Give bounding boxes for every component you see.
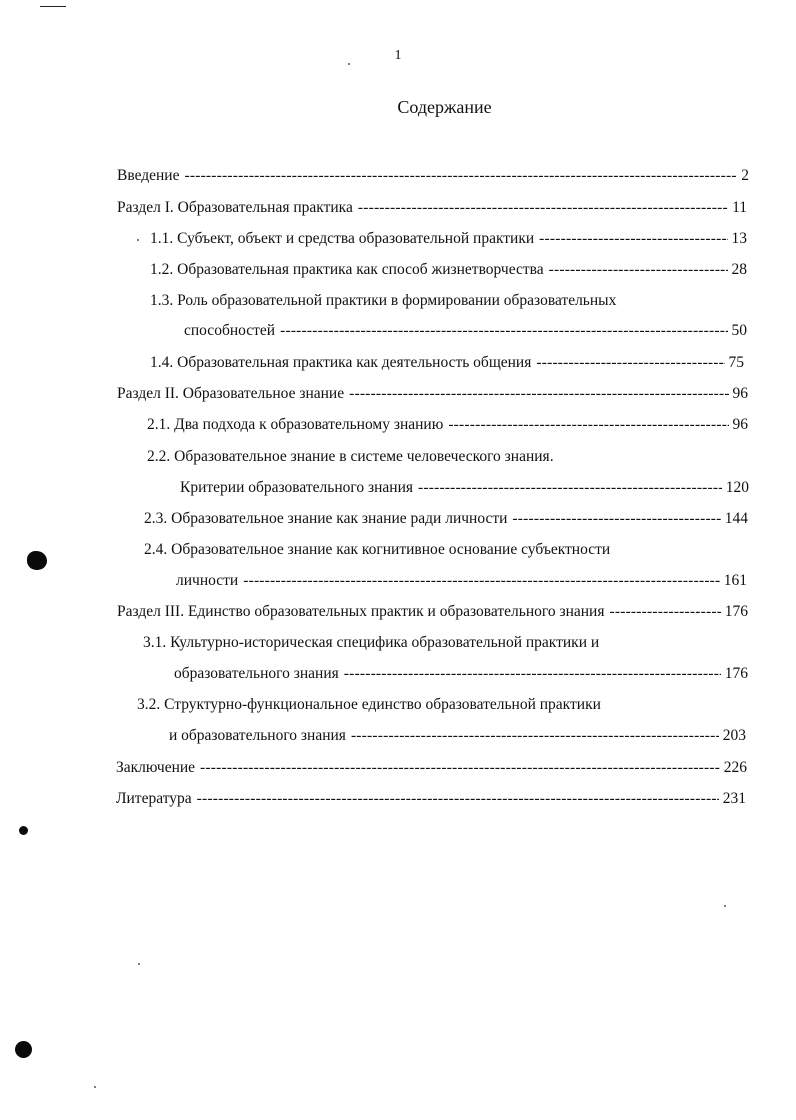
toc-leader [549,259,728,281]
toc-entry[interactable] [144,508,748,530]
toc-entry-page: 144 [724,510,748,527]
toc-entry-page: 13 [731,230,747,247]
toc-entry-page: 2 [741,167,749,184]
toc-entry[interactable] [144,539,748,561]
toc-entry-page: 96 [732,416,748,433]
toc-entry-page: 226 [723,759,747,776]
toc-entry-page: 28 [731,261,747,278]
toc-entry[interactable] [117,383,748,405]
toc-entry-text: 2.2. Образовательное знание в системе человеческого знания. [147,448,554,465]
scan-artifact-line [40,6,66,7]
toc-entry[interactable] [117,165,749,187]
toc-entry[interactable] [137,694,747,716]
toc-entry-text: Заключение [116,759,196,776]
toc-entry[interactable] [117,601,748,623]
toc-entry-page: 75 [728,354,744,371]
toc-entry-text: 2.4. Образовательное знание как когнитивное основание субъектности [144,541,611,558]
toc-entry-text: 2.1. Два подхода к образовательному знанию [147,416,444,433]
scan-artifact-hole [15,1041,32,1058]
toc-entry[interactable] [169,725,746,747]
toc-leader [351,725,719,747]
toc-entry-text: Раздел I. Образовательная практика [117,199,353,216]
scan-speck [94,1086,96,1088]
toc-entry-text: Литература [116,790,192,807]
toc-entry-page: 176 [724,603,748,620]
toc-entry-page: 11 [732,199,747,216]
toc-entry[interactable] [180,477,749,499]
toc-entry-page: 120 [725,479,749,496]
toc-entry-text: 1.3. Роль образовательной практики в формировании образовательных [150,292,617,309]
toc-leader [200,757,720,779]
scan-speck [137,239,139,241]
toc-entry-text: Введение [117,167,180,184]
toc-entry-text: 3.2. Структурно-функциональное единство образовательной практики [137,696,601,713]
toc-entry-text: Раздел III. Единство образовательных практик и образовательного знания [117,603,605,620]
toc-entry[interactable] [184,320,747,342]
scan-speck [724,905,726,907]
toc-entry-text: 1.4. Образовательная практика как деятельность общения [150,354,532,371]
toc-entry-page: 176 [724,665,748,682]
toc-leader [539,228,727,250]
toc-leader [418,477,722,499]
toc-leader [344,663,721,685]
toc-leader [197,788,719,810]
toc-entry[interactable] [147,446,748,468]
toc-entry[interactable] [117,197,747,219]
toc-entry[interactable] [116,788,746,810]
toc-entry[interactable] [147,414,748,436]
toc-entry[interactable] [150,228,747,250]
toc-entry[interactable] [150,259,747,281]
toc-entry[interactable] [150,352,744,374]
toc-leader [280,320,727,342]
toc-entry-text: способностей [184,322,276,339]
toc-leader [536,352,724,374]
toc-entry-page: 231 [722,790,746,807]
toc-entry-text: 1.1. Субъект, объект и средства образовательной практики [150,230,535,247]
scan-artifact-hole [19,826,28,835]
toc-leader [243,570,720,592]
toc-entry[interactable] [174,663,748,685]
toc-entry-text: Раздел II. Образовательное знание [117,385,345,402]
toc-entry-text: образовательного знания [174,665,339,682]
toc-entry-text: Критерии образовательного знания [180,479,414,496]
toc-entry-text: личности [176,572,239,589]
toc-entry-text: 1.2. Образовательная практика как способ жизнетворчества [150,261,544,278]
scan-artifact-hole [27,551,47,570]
toc-entry-text: 2.3. Образовательное знание как знание ради личности [144,510,508,527]
page-number: 1 [394,48,402,63]
toc-entry-text: 3.1. Культурно-историческая специфика образовательной практики и [143,634,600,651]
toc-leader [609,601,720,623]
toc-entry-page: 96 [732,385,748,402]
toc-entry[interactable] [116,757,747,779]
scan-speck [138,963,140,965]
toc-leader [448,414,728,436]
toc-entry-page: 203 [722,727,746,744]
toc-entry[interactable] [176,570,747,592]
toc-entry[interactable] [150,290,747,312]
toc-leader [349,383,728,405]
toc-entry-page: 50 [731,322,747,339]
toc-title: Содержание [397,97,492,117]
toc-leader [512,508,720,530]
toc-entry-page: 161 [723,572,747,589]
toc-leader [184,165,737,187]
toc-leader [358,197,728,219]
toc-entry[interactable] [143,632,747,654]
toc-entry-text: и образовательного знания [169,727,346,744]
